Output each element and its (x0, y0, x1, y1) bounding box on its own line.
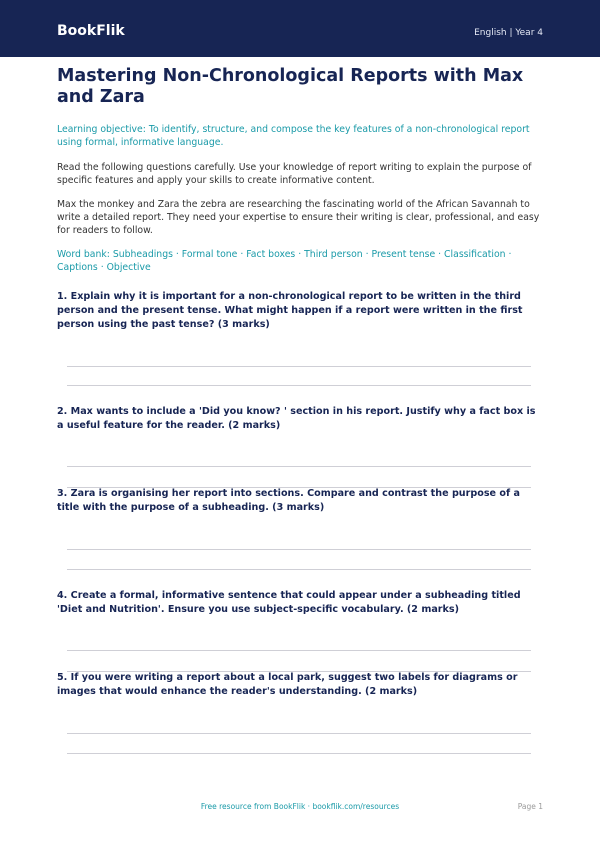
question-5: 5. If you were writing a report about a local park, suggest two labels for diagrams or images that would enhance the reader's understanding. (2 marks) (57, 672, 518, 697)
scenario-paragraph: Max the monkey and Zara the zebra are researching the fascinating world of the African Savannah to write a detailed report. They need your expertise to ensure their writing is clear, professional, and easy for readers to follow. (57, 199, 540, 236)
answer-line[interactable] (67, 366, 531, 367)
word-bank: Word bank: Subheadings · Formal tone · Fact boxes · Third person · Present tense · Classification · Captions · Objective (57, 249, 512, 273)
header-bar (0, 0, 600, 57)
question-4: 4. Create a formal, informative sentence that could appear under a subheading titled 'Diet and Nutrition'. Ensure you use subject-specific vocabulary. (2 marks) (57, 590, 521, 615)
learning-objective: Learning objective: To identify, structure, and compose the key features of a non-chronological report using formal, informative language. (57, 124, 530, 148)
brand-logo[interactable]: BookFlik (57, 23, 125, 39)
footer-credit[interactable]: Free resource from BookFlik · bookflik.com/resources (200, 802, 400, 811)
answer-line[interactable] (67, 466, 531, 467)
answer-line[interactable] (67, 385, 531, 386)
question-2: 2. Max wants to include a 'Did you know? ' section in his report. Justify why a fact box is a useful feature for the reader. (2 marks) (57, 406, 536, 431)
page-number: Page 1 (517, 802, 543, 811)
answer-line[interactable] (67, 753, 531, 754)
question-1: 1. Explain why it is important for a non-chronological report to be written in the third person and the present tense. What might happen if a report were written in the first person using the past tense? (3 marks) (57, 291, 523, 330)
instructions-paragraph: Read the following questions carefully. Use your knowledge of report writing to explain the purpose of specific features and apply your skills to create informative content. (57, 162, 532, 186)
subject-year-label: English | Year 4 (474, 28, 543, 38)
intro-section (57, 66, 543, 274)
answer-line[interactable] (67, 549, 531, 550)
page-title: Mastering Non-Chronological Reports with Max and Zara (57, 66, 524, 107)
question-3: 3. Zara is organising her report into sections. Compare and contrast the purpose of a title with the purpose of a subheading. (3 marks) (57, 488, 520, 513)
answer-line[interactable] (67, 569, 531, 570)
answer-line[interactable] (67, 650, 531, 651)
answer-line[interactable] (67, 733, 531, 734)
